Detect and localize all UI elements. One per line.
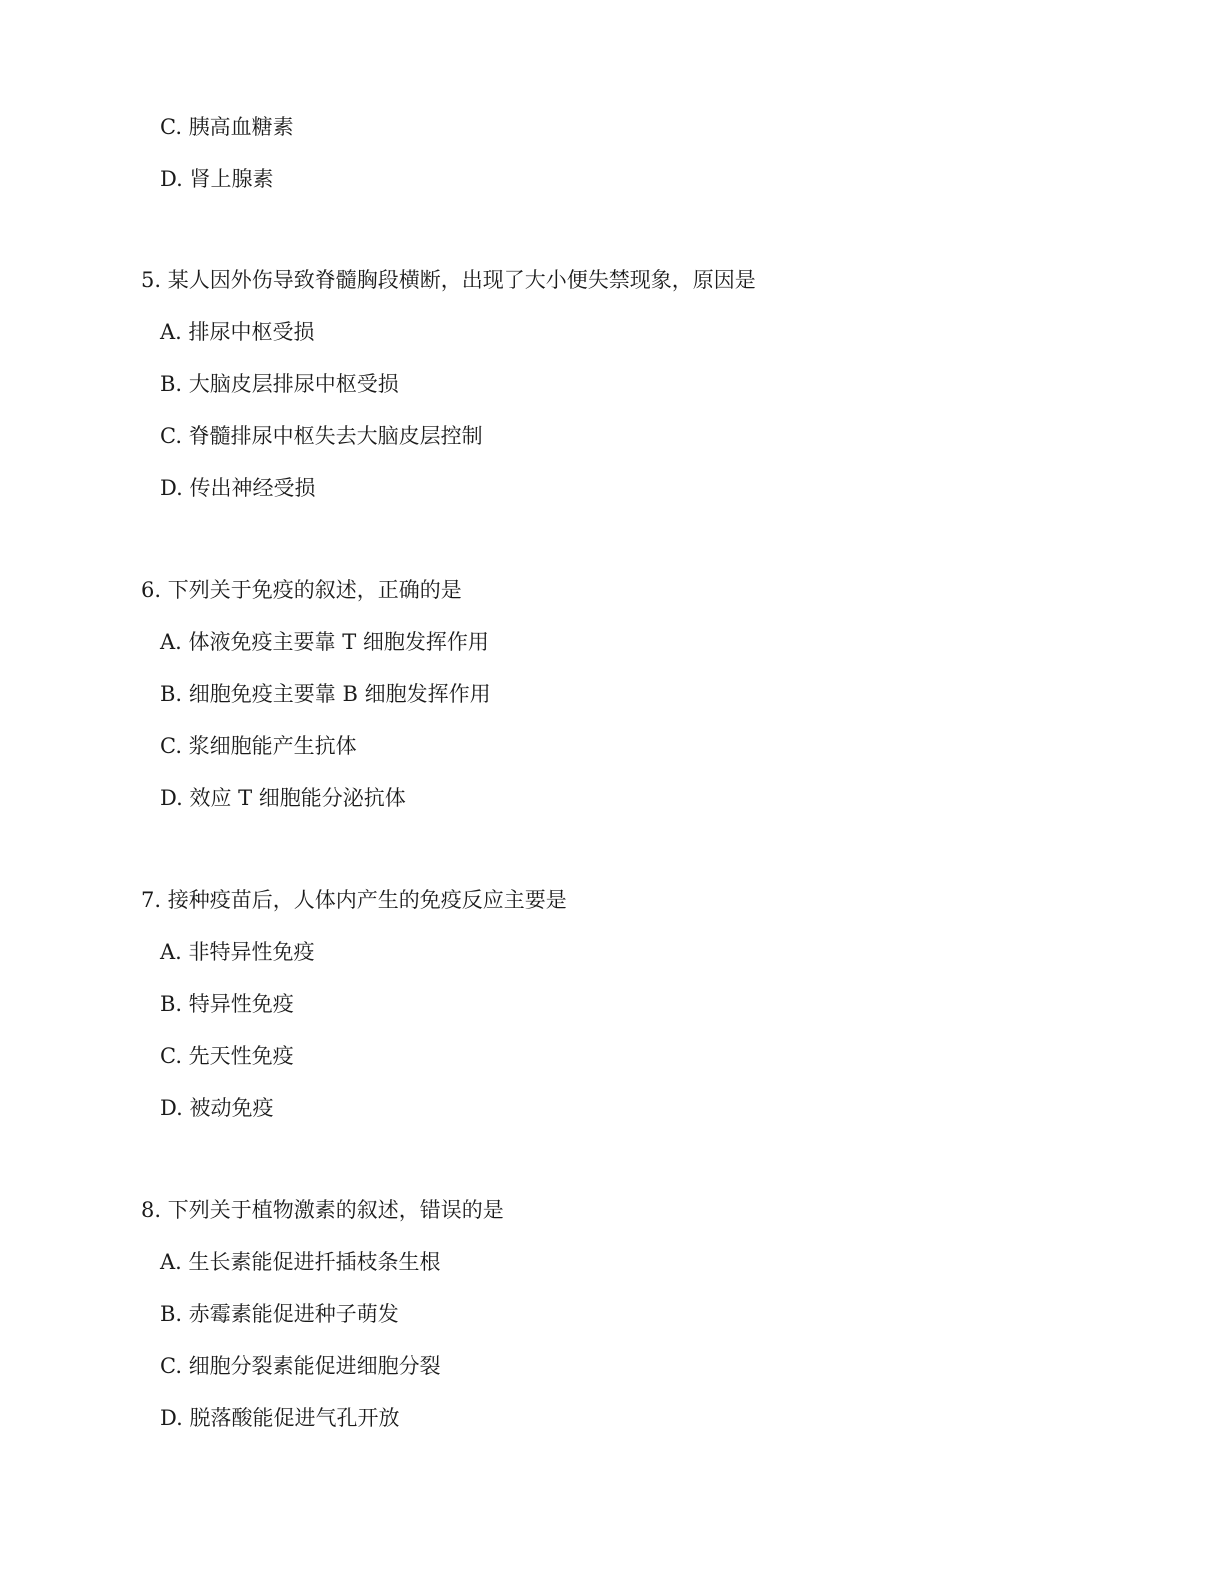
- question-6-option-d: D. 效应 T 细胞能分泌抗体: [160, 786, 406, 810]
- question-7-option-d: D. 被动免疫: [160, 1096, 274, 1120]
- option-c: C. 胰高血糖素: [160, 115, 294, 139]
- question-7-option-a: A. 非特异性免疫: [160, 940, 315, 964]
- question-5-option-d: D. 传出神经受损: [160, 476, 316, 500]
- question-6-stem: 6. 下列关于免疫的叙述，正确的是: [141, 578, 462, 602]
- question-5-option-b: B. 大脑皮层排尿中枢受损: [160, 372, 399, 396]
- question-5-option-c: C. 脊髓排尿中枢失去大脑皮层控制: [160, 424, 483, 448]
- question-8-option-c: C. 细胞分裂素能促进细胞分裂: [160, 1354, 441, 1378]
- question-5-stem: 5. 某人因外伤导致脊髓胸段横断，出现了大小便失禁现象，原因是: [141, 268, 756, 292]
- question-6-option-a: A. 体液免疫主要靠 T 细胞发挥作用: [160, 630, 489, 654]
- question-8-option-b: B. 赤霉素能促进种子萌发: [160, 1302, 399, 1326]
- question-7-option-c: C. 先天性免疫: [160, 1044, 294, 1068]
- question-6-option-c: C. 浆细胞能产生抗体: [160, 734, 357, 758]
- question-6-option-b: B. 细胞免疫主要靠 B 细胞发挥作用: [160, 682, 491, 706]
- question-7-option-b: B. 特异性免疫: [160, 992, 294, 1016]
- question-7-stem: 7. 接种疫苗后，人体内产生的免疫反应主要是: [141, 888, 567, 912]
- question-8-option-a: A. 生长素能促进扦插枝条生根: [160, 1250, 441, 1274]
- question-5-option-a: A. 排尿中枢受损: [160, 320, 315, 344]
- question-8-option-d: D. 脱落酸能促进气孔开放: [160, 1406, 400, 1430]
- question-8-stem: 8. 下列关于植物激素的叙述，错误的是: [141, 1198, 504, 1222]
- option-d: D. 肾上腺素: [160, 167, 274, 191]
